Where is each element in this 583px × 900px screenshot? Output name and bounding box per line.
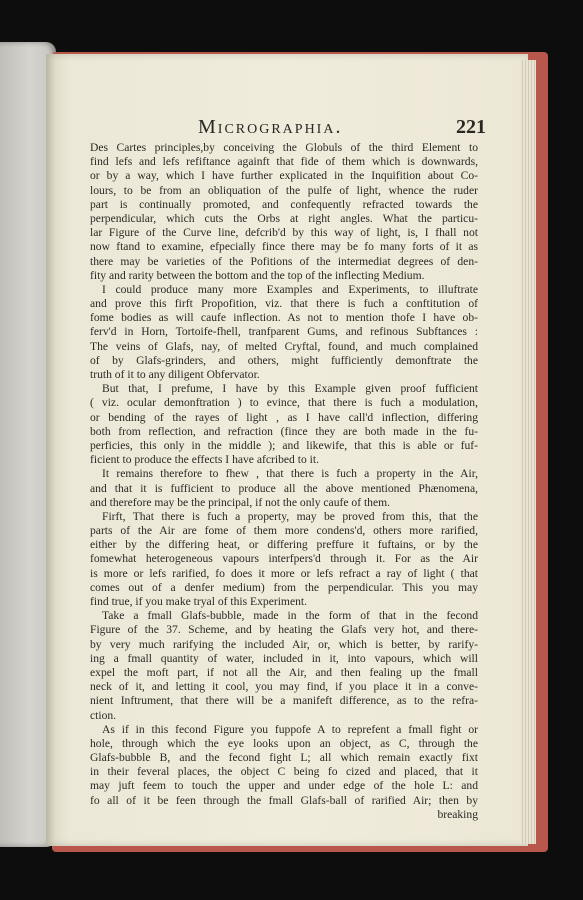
text-line: But that, I prefume, I have by this Example given proof fufficient [102,382,478,396]
text-line: It remains therefore to fhew , that there is fuch a property in the Air, [102,467,478,481]
text-line: and that it is fufficient to produce all the above mentioned Phænomena, [90,481,478,495]
text-line: As if in this fecond Figure you fuppofe A to reprefent a fmall fight or [102,722,478,736]
text-line: Take a fmall Glafs-bubble, made in the form of that in the fecond [102,609,478,623]
text-line: expel the moft part, if not all the Air, and then fealing up the fmall [90,665,478,679]
text-line: lar Figure of the Curve line, defcrib'd by this way of light, is, I fhall not [90,226,478,240]
text-line: Firft, That there is fuch a property, may be proved from this, that the [102,509,478,523]
text-line: now ftand to examine, efpecially fince there may be fo many forts of it as [90,240,478,254]
text-line: ing a fmall quantity of water, included in it, into vapours, which will [90,651,478,665]
text-line: in their feveral places, the object C being fo cized and placed, that it [90,765,478,779]
text-line: find true, if you make tryal of this Experiment. [90,595,308,608]
text-line: hole, through which the eye looks upon an object, as C, through the [90,736,478,750]
text-line: fome bodies as will caufe inflection. As not to mention thofe I have ob- [90,311,478,325]
text-line: Glafs-bubble B, and the fecond fight L; all which remain exactly fixt [90,751,478,765]
text-line: part is continually promoted, and confequently refracted towards the [90,197,478,211]
text-line: lours, to be from an obliquation of the pulfe of light, whence the ruder [90,183,478,197]
text-line: or bending of the rayes of light , as I have call'd inflection, differing [90,410,478,424]
text-line: of by Glafs-grinders, and others, might fufficiently demonftrate the [90,353,478,367]
text-line: either by the differing heat, or differing preffure it fuftains, or by the [90,538,478,552]
text-line: find lefs and lefs refiftance againft that fide of them which is downwards, [90,155,478,169]
page-header [100,116,486,140]
text-line: is more or lefs rarified, fo does it more or lefs refract a ray of light ( that [90,566,478,580]
text-line: truth of it to any diligent Obfervator. [90,368,260,381]
text-line: ( viz. ocular demonftration ) to evince, that there is fuch a modulation, [90,396,478,410]
text-line: neck of it, and letting it cool, you may find, if you place it in a conve- [90,680,478,694]
text-line: fity and rarity between the bottom and the top of the inflecting Medium. [90,268,425,282]
text-line: nient Inftrument, that there will be a manifeft difference, as to the refra- [90,694,478,708]
text-line: Figure of the 37. Scheme, and by heating the Glafs very hot, and there- [90,623,478,637]
text-line: comes out of a denfer medium) from the perpendicular. This you may [90,580,478,594]
text-line: breaking [437,807,478,821]
text-line: Des Cartes principles,by conceiving the Globuls of the third Element to [90,141,478,154]
page-stack-edge [520,60,536,844]
text-line: ficient to produce the effects I have afcribed to it. [90,453,319,467]
text-line: or by a way, which I have further explicated in the Inquifition about Co- [90,169,478,183]
text-line: and prove this firft Propofition, viz. that there is fuch a conftitution of [90,297,478,311]
text-line: by very much rarifying the included Air, or, which is better, by rarify- [90,637,478,651]
text-line: ferv'd in Horn, Tortoife-fhell, tranfparent Gums, and refinous Subftances : [90,325,478,339]
text-line: I could produce many more Examples and Experiments, to illuftrate [102,282,478,296]
text-line: parts of the Air are fome of them more condens'd, others more rarified, [90,524,478,538]
text-line: perpendicular, which cuts the Orbs at right angles. What the particu- [90,211,478,225]
page-number: 221 [456,116,486,138]
text-line: perficies, this only in the middle ); and likewife, that this is able or fuf- [90,438,478,452]
text-line: both from reflection, and refraction (fince they are both made in the fu- [90,424,478,438]
text-line: The veins of Glafs, nay, of melted Cryftal, found, and much complained [90,339,478,353]
text-line: there may be varieties of the Pofitions of the intermediat degrees of den- [90,254,478,268]
text-line: and therefore may be the principal, if not the only caufe of them. [90,495,391,509]
text-line: fo all of it be feen through the fmall Glafs-ball of rarified Air; then by [90,793,478,807]
text-line: ction. [90,708,117,722]
body-text [90,141,478,821]
text-line: fomewhat heterogeneous vapours interfpers'd through it. For as the Air [90,552,478,566]
text-line: may juft feem to touch the upper and under edge of the hole L: and [90,779,478,793]
running-title: Micrographia. [198,116,343,138]
